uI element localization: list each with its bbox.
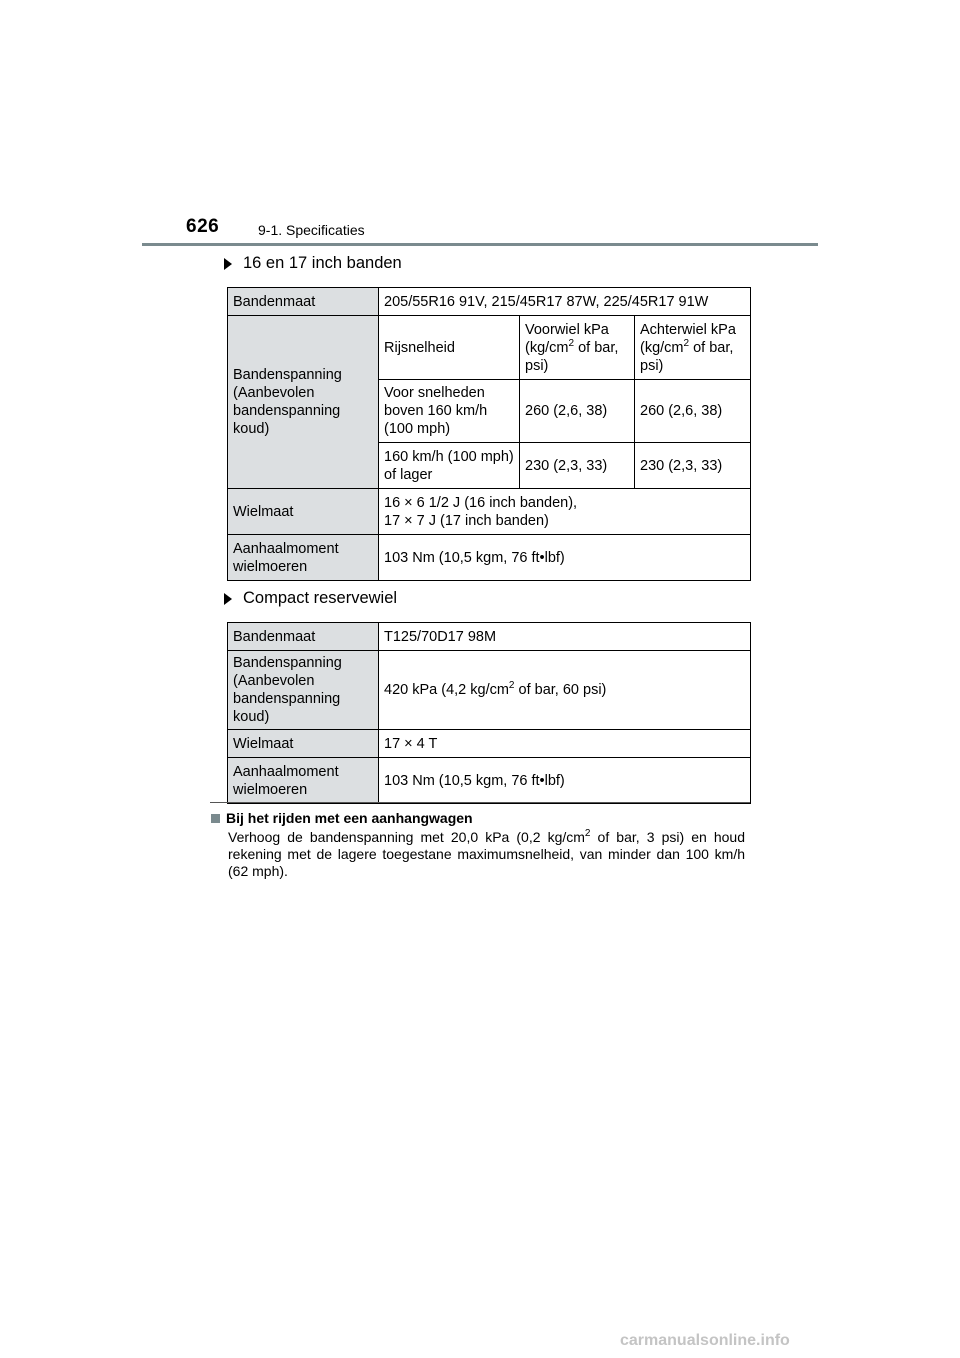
spare-pressure-sup: 2 <box>508 680 515 691</box>
note-body-pre: Verhoog de bandenspanning met 20,0 kPa (0,2 kg/cm <box>228 829 585 845</box>
spare-tire-size-label: Bandenmaat <box>228 623 379 651</box>
note-body-post: of bar, 3 psi) en houd rekening met de lagere toegestane maximumsnelheid, van minder dan 100 km/h (62 mph). <box>228 829 745 879</box>
wheel-size-line-2: 17 × 7 J (17 inch banden) <box>384 512 549 529</box>
subheading-text: Compact reservewiel <box>243 589 398 607</box>
spare-pressure-pre: 420 kPa (4,2 kg/cm <box>384 682 509 698</box>
spare-tire-size-value: T125/70D17 98M <box>379 623 751 651</box>
note-title <box>211 810 473 826</box>
torque-label: Aanhaalmoment wielmoeren <box>228 535 379 581</box>
tire-spec-table-16-17 <box>227 287 751 581</box>
front-header-pre: Voorwiel kPa (kg/cm <box>525 321 609 356</box>
wheel-size-label: Wielmaat <box>228 489 379 535</box>
front-header-post: of bar, psi) <box>525 339 619 374</box>
wheel-size-value <box>379 489 751 535</box>
subheading-16-17-inch <box>224 254 402 273</box>
rear-header-post: of bar, psi) <box>640 339 734 374</box>
torque-value: 103 Nm (10,5 kgm, 76 ft•lbf) <box>379 535 751 581</box>
page-number: 626 <box>186 216 220 237</box>
note-body-sup: 2 <box>584 828 591 839</box>
spare-wheel-size-label: Wielmaat <box>228 730 379 758</box>
tire-spec-table-spare <box>227 622 751 804</box>
spare-torque-label: Aanhaalmoment wielmoeren <box>228 758 379 804</box>
front-row-2: 230 (2,3, 33) <box>520 443 635 489</box>
front-header-sup: 2 <box>568 337 575 349</box>
rear-row-2: 230 (2,3, 33) <box>635 443 751 489</box>
note-title-text: Bij het rijden met een aanhangwagen <box>226 810 473 826</box>
spare-wheel-size-value: 17 × 4 T <box>379 730 751 758</box>
triangle-bullet-icon <box>224 258 232 270</box>
square-bullet-icon <box>211 814 220 823</box>
speed-header: Rijsnelheid <box>379 316 520 380</box>
front-row-1: 260 (2,6, 38) <box>520 380 635 443</box>
rear-header-pre: Achterwiel kPa (kg/cm <box>640 321 736 356</box>
spare-torque-value: 103 Nm (10,5 kgm, 76 ft•lbf) <box>379 758 751 804</box>
rear-header-sup: 2 <box>683 337 690 349</box>
rear-header <box>635 316 751 380</box>
spare-pressure-value <box>379 651 751 730</box>
section-title: 9-1. Specificaties <box>258 222 365 238</box>
watermark: carmanualsonline.info <box>620 1332 790 1349</box>
front-header <box>520 316 635 380</box>
speed-row-2: 160 km/h (100 mph) of lager <box>379 443 520 489</box>
subheading-compact-spare <box>224 589 397 608</box>
spare-pressure-label: Bandenspanning (Aanbevolen bandenspanning koud) <box>228 651 379 730</box>
triangle-bullet-icon <box>224 593 232 605</box>
rear-row-1: 260 (2,6, 38) <box>635 380 751 443</box>
header-rule <box>142 243 818 246</box>
subheading-text: 16 en 17 inch banden <box>243 254 402 272</box>
spare-pressure-post: of bar, 60 psi) <box>514 682 607 698</box>
speed-row-1: Voor snelheden boven 160 km/h (100 mph) <box>379 380 520 443</box>
tire-size-label: Bandenmaat <box>228 288 379 316</box>
pressure-label: Bandenspanning (Aanbevolen bandenspanning koud) <box>228 316 379 489</box>
wheel-size-line-1: 16 × 6 1/2 J (16 inch banden), <box>384 494 578 511</box>
tire-size-value: 205/55R16 91V, 215/45R17 87W, 225/45R17 91W <box>379 288 751 316</box>
note-rule <box>210 802 750 803</box>
note-body <box>228 829 745 880</box>
